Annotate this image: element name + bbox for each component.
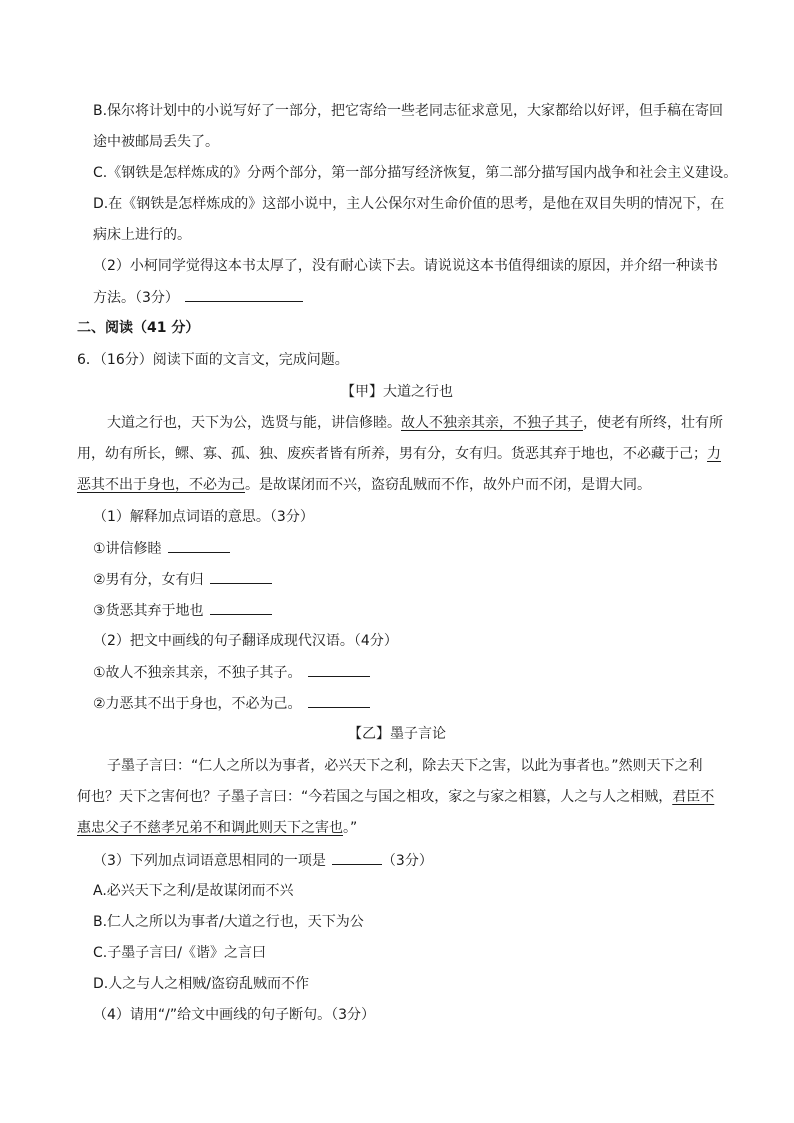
answer-blank[interactable] <box>308 662 370 677</box>
option-d: D.人之与人之相贼/盗窃乱贼而不作 <box>93 976 309 992</box>
underlined-sentence: 力 <box>707 446 721 462</box>
choice-d-line2: 病床上进行的。 <box>93 227 191 243</box>
passage-a-line2 <box>77 444 721 464</box>
choice-c: C.《钢铁是怎样炼成的》分两个部分，第一部分描写经济恢复，第二部分描写国内战争和社会主义建设。 <box>93 165 738 181</box>
passage-b-text: 何也？天下之害何也？子墨子言曰：“今若国之与国之相攻，家之与家之相篡，人之与人之相贼， <box>77 789 673 805</box>
underlined-sentence: 故人不独亲其亲，不独子其子 <box>401 415 583 431</box>
answer-blank[interactable] <box>185 287 303 302</box>
choice-b-line2: 途中被邮局丢失了。 <box>93 134 219 150</box>
sub1-item-label: ②男有分，女有归 <box>93 572 204 588</box>
q5-2-line2 <box>93 287 303 308</box>
passage-a-text: 大道之行也，天下为公，选贤与能，讲信修睦。 <box>107 415 401 431</box>
sub1-item-label: ①讲信修睦 <box>93 541 162 557</box>
answer-blank[interactable] <box>168 538 230 553</box>
q6-intro: 6．（16分）阅读下面的文言文，完成问题。 <box>77 352 349 368</box>
answer-blank[interactable] <box>210 569 272 584</box>
q5-2-line1: （2）小柯同学觉得这本书太厚了，没有耐心读下去。请说说这本书值得细读的原因，并介绍一种读书 <box>93 258 718 274</box>
passage-b-line2 <box>77 787 714 807</box>
passage-a-line1 <box>107 413 723 433</box>
underlined-sentence: 恶其不出于身也，不必为己 <box>77 477 245 493</box>
sub2-prompt: （2）把文中画线的句子翻译成现代汉语。（4分） <box>93 633 398 649</box>
choice-d-line1: D.在《钢铁是怎样炼成的》这部小说中，主人公保尔对生命价值的思考，是他在双目失明的情况下，在 <box>93 196 725 212</box>
passage-a-text: 。是故谋闭而不兴，盗窃乱贼而不作，故外户而不闭，是谓大同。 <box>245 477 651 493</box>
option-a: A.必兴天下之利/是故谋闭而不兴 <box>93 883 294 899</box>
q5-2-prompt: 方法。（3分） <box>93 290 179 306</box>
choice-b-line1: B.保尔将计划中的小说写好了一部分，把它寄给一些老同志征求意见，大家都给以好评，但手稿在寄回 <box>93 103 724 119</box>
sub3-score: （3分） <box>381 853 433 869</box>
passage-b-line3 <box>77 818 357 838</box>
section-heading: 二、阅读（41 分） <box>77 320 200 336</box>
option-b: B.仁人之所以为事者/大道之行也，天下为公 <box>93 914 364 930</box>
passage-b-title: 【乙】墨子言论 <box>348 726 446 742</box>
passage-b-line1: 子墨子言曰：“仁人之所以为事者，必兴天下之利，除去天下之害，以此为事者也。”然则天下之利 <box>107 758 703 774</box>
sub1-item <box>93 538 230 559</box>
passage-a-text: 用，幼有所长，鳏、寡、孤、独、废疾者皆有所养，男有分，女有归。货恶其弃于地也，不必藏于己； <box>77 446 707 462</box>
sub2-item <box>93 662 370 683</box>
passage-b-text: 。” <box>343 820 358 836</box>
answer-blank[interactable] <box>308 693 370 708</box>
passage-a-text: ，使老有所终，壮有所 <box>583 415 723 431</box>
sub2-item-label: ①故人不独亲其亲，不独子其子。 <box>93 665 302 681</box>
sub1-prompt: （1）解释加点词语的意思。（3分） <box>93 509 314 525</box>
sub3-prompt-line <box>93 850 433 871</box>
sub4-prompt: （4）请用“/”给文中画线的句子断句。（3分） <box>93 1007 376 1023</box>
answer-blank[interactable] <box>210 600 272 615</box>
underlined-sentence: 惠忠父子不慈孝兄弟不和调此则天下之害也 <box>77 820 343 836</box>
underlined-sentence: 君臣不 <box>672 789 715 805</box>
option-c: C.子墨子言曰/《谐》之言曰 <box>93 945 266 961</box>
sub3-prompt: （3）下列加点词语意思相同的一项是 <box>93 853 326 869</box>
passage-a-title: 【甲】大道之行也 <box>341 384 453 400</box>
sub2-item-label: ②力恶其不出于身也，不必为己。 <box>93 696 302 712</box>
sub1-item <box>93 600 272 621</box>
answer-blank[interactable] <box>332 850 382 865</box>
passage-a-line3 <box>77 475 651 495</box>
sub2-item <box>93 693 370 714</box>
sub1-item-label: ③货恶其弃于地也 <box>93 603 204 619</box>
sub1-item <box>93 569 272 590</box>
